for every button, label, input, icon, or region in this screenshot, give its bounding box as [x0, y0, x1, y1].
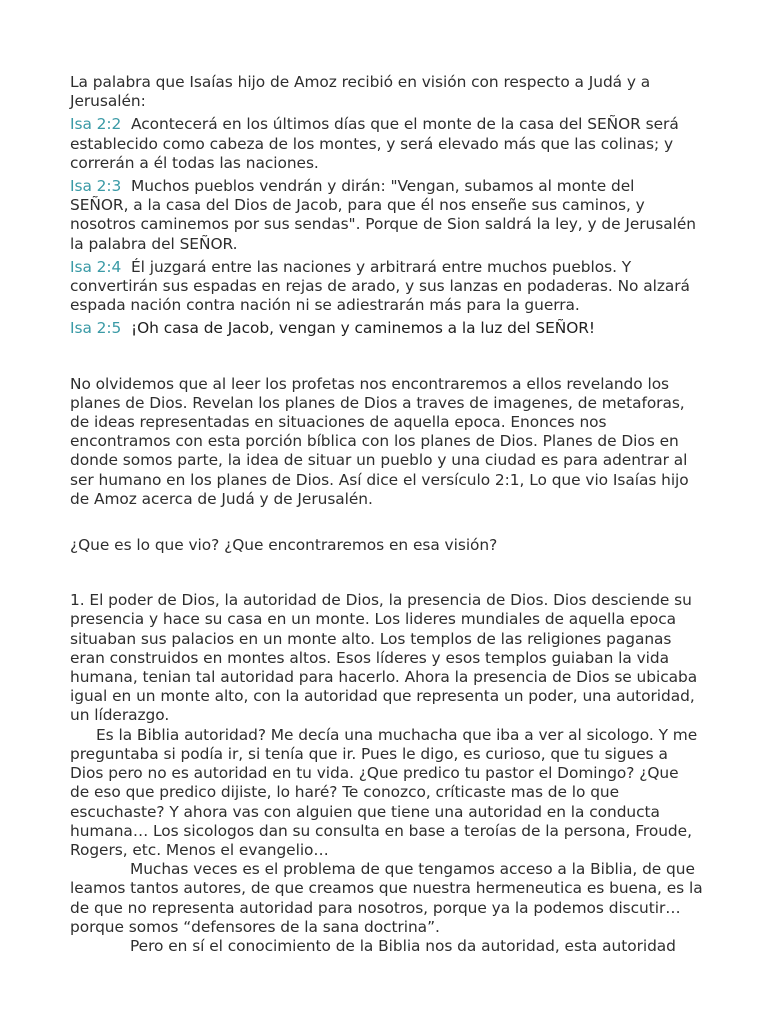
- verse-reference: Isa 2:5: [70, 319, 122, 338]
- verse-reference: Isa 2:4: [70, 257, 122, 276]
- bible-authority-paragraph: [70, 726, 710, 860]
- paragraph-line: Pero en sí el conocimiento de la Biblia nos da autoridad, esta autoridad: [130, 936, 676, 955]
- verse-reference: Isa 2:3: [70, 177, 122, 196]
- paragraph-line: Muchas veces es el problema de que tengamos acceso a la Biblia, de que: [130, 860, 695, 879]
- verse-text-line: Él juzgará entre las naciones y arbitrará entre muchos pueblos. Y: [131, 257, 632, 276]
- intro-paragraph: [70, 73, 710, 111]
- question-line: ¿Que es lo que vio? ¿Que encontraremos en esa visión?: [70, 536, 498, 555]
- verse-text-line: ¡Oh casa de Jacob, vengan y caminemos a la luz del SEÑOR!: [131, 319, 596, 338]
- verse-text-line: convertirán sus espadas en rejas de arado, y sus lanzas en podaderas. No alzará: [70, 277, 690, 296]
- paragraph-line: porque somos “defensores de la sana doctrina”.: [70, 917, 440, 936]
- paragraph-line: No olvidemos que al leer los profetas nos encontraremos a ellos revelando los: [70, 374, 670, 393]
- paragraph-line: humana, tenian tal autoridad para hacerlo. Ahora la presencia de Dios se ubicaba: [70, 668, 698, 687]
- paragraph-line: encontramos con esta porción bíblica con los planes de Dios. Planes de Dios en: [70, 432, 679, 451]
- paragraph-line: situaban sus palacios en un monte alto. Los templos de las religiones paganas: [70, 629, 672, 648]
- paragraph-line: de Amoz acerca de Judá y de Jerusalén.: [70, 489, 373, 508]
- paragraph-line: humana… Los sicologos dan su consulta en base a teroías de la persona, Froude,: [70, 821, 692, 840]
- paragraph-line: planes de Dios. Revelan los planes de Dios a traves de imagenes, de metaforas,: [70, 393, 685, 412]
- verse-text-line: la palabra del SEÑOR.: [70, 234, 238, 253]
- verse-isa-2-5: [70, 319, 710, 338]
- paragraph-line: de eso que predico dijiste, lo haré? Te conozco, críticaste mas de lo que: [70, 783, 620, 802]
- paragraph-line: preguntaba si podía ir, si tenía que ir. Pues le digo, es curioso, que tu sigues a: [70, 744, 668, 763]
- verse-isa-2-2: [70, 115, 710, 173]
- verse-text-line: correrán a él todas las naciones.: [70, 153, 319, 172]
- paragraph-line: un líderazgo.: [70, 706, 170, 725]
- verse-reference: Isa 2:2: [70, 115, 122, 134]
- verse-isa-2-3: [70, 177, 710, 254]
- paragraph-line: donde somos parte, la idea de situar un pueblo y una ciudad es para adentrar al: [70, 451, 688, 470]
- paragraph-line: Es la Biblia autoridad? Me decía una muchacha que iba a ver al sicologo. Y me: [96, 725, 698, 744]
- verse-text-line: espada nación contra nación ni se adiestrarán más para la guerra.: [70, 296, 580, 315]
- paragraph-line: Rogers, etc. Menos el evangelio…: [70, 840, 329, 859]
- paragraph-spacer: [70, 339, 710, 375]
- intro-line: Jerusalén:: [70, 92, 146, 111]
- knowledge-paragraph: [70, 937, 710, 956]
- paragraph-line: de que no representa autoridad para nosotros, porque ya la podemos discutir…: [70, 898, 681, 917]
- verse-text-line: Muchos pueblos vendrán y dirán: "Vengan, subamos al monte del: [131, 177, 635, 196]
- paragraph-line: ser humano en los planes de Dios. Así dice el versículo 2:1, Lo que vio Isaías hijo: [70, 470, 689, 489]
- verse-text-line: Acontecerá en los últimos días que el monte de la casa del SEÑOR será: [131, 115, 679, 134]
- point-one-paragraph: [70, 591, 710, 725]
- verse-text-line: establecido como cabeza de los montes, y será elevado más que las colinas; y: [70, 134, 674, 153]
- paragraph-spacer: [70, 555, 710, 591]
- paragraph-line: Dios pero no es autoridad en tu vida. ¿Que predico tu pastor el Domingo? ¿Que: [70, 764, 679, 783]
- paragraph-spacer: [70, 509, 710, 536]
- hermeneutics-paragraph: [70, 860, 710, 937]
- verse-text-line: SEÑOR, a la casa del Dios de Jacob, para que él nos enseñe sus caminos, y: [70, 196, 645, 215]
- paragraph-line: presencia y hace su casa en un monte. Los lideres mundiales de aquella epoca: [70, 610, 677, 629]
- paragraph-line: escuchaste? Y ahora vas con alguien que tiene una autoridad en la conducta: [70, 802, 660, 821]
- verse-text-line: nosotros caminemos por sus sendas". Porque de Sion saldrá la ley, y de Jerusalén: [70, 215, 696, 234]
- paragraph-line: 1. El poder de Dios, la autoridad de Dios, la presencia de Dios. Dios desciende su: [70, 591, 692, 610]
- paragraph-line: igual en un monte alto, con la autoridad que representa un poder, una autoridad,: [70, 687, 695, 706]
- intro-line: La palabra que Isaías hijo de Amoz recibió en visión con respecto a Judá y a: [70, 73, 651, 91]
- paragraph-line: de ideas representadas en situaciones de aquella epoca. Enonces nos: [70, 413, 607, 432]
- verse-isa-2-4: [70, 258, 710, 316]
- commentary-paragraph: [70, 375, 710, 509]
- paragraph-line: leamos tantos autores, de que creamos que nuestra hermeneutica es buena, es la: [70, 879, 703, 898]
- paragraph-line: eran construidos en montes altos. Esos líderes y esos templos guiaban la vida: [70, 648, 669, 667]
- document-page: [70, 73, 710, 956]
